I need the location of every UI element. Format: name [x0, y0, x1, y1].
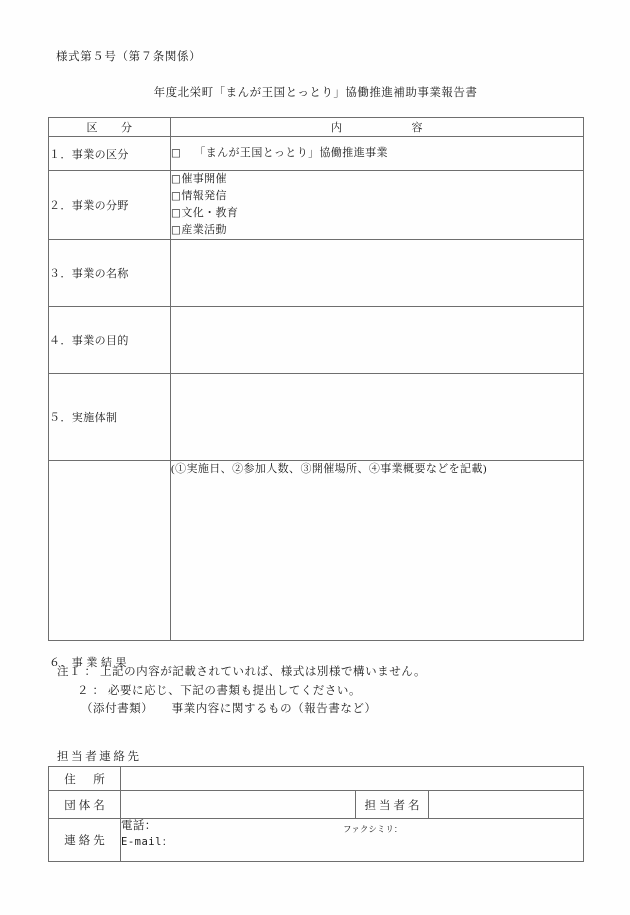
contact-label-person: 担当者名 — [356, 791, 429, 819]
contact-section-heading: 担当者連絡先 — [57, 751, 142, 763]
row-body-implementation-structure[interactable] — [171, 374, 584, 461]
table-row — [49, 171, 584, 240]
checkbox-option[interactable] — [171, 222, 583, 239]
row-label-business-name: ３．事業の名称 — [49, 240, 171, 307]
note-line-1: 注１ ： 上記の内容が記載されていれば、様式は別様で構いません。 — [57, 666, 427, 678]
contact-label-organization: 団体名 — [49, 791, 121, 819]
phone-label: 電話： — [121, 820, 157, 832]
checkbox-option[interactable] — [171, 188, 583, 205]
notes-block — [57, 663, 426, 719]
table-row — [49, 307, 584, 374]
contact-label-contact: 連絡先 — [49, 819, 121, 862]
document-title: 年度北栄町「まんが王国とっとり」協働推進補助事業報告書 — [153, 87, 478, 99]
report-main-table — [48, 117, 584, 669]
form-number: 様式第５号（第７条関係） — [56, 51, 202, 63]
contact-value-contact[interactable] — [121, 819, 584, 862]
row-label-business-purpose: ４．事業の目的 — [49, 307, 171, 374]
fax-label: ファクシミリ： — [343, 825, 403, 835]
email-label: E-mail： — [121, 836, 173, 848]
contact-value-address[interactable] — [121, 767, 584, 791]
checkbox-option[interactable] — [171, 171, 583, 188]
table-row — [49, 240, 584, 307]
note-line-3: （添付書類） 事業内容に関するもの（報告書など） — [81, 703, 377, 715]
business-result-hint: (①実施日、②参加人数、③開催場所、④事業概要などを記載) — [171, 463, 487, 475]
row-label-business-field: ２．事業の分野 — [49, 171, 171, 240]
row-label-business-category: １．事業の区分 — [49, 137, 171, 171]
row-body-business-purpose[interactable] — [171, 307, 584, 374]
checkbox-icon[interactable]: □ — [171, 207, 182, 219]
row-label-business-result — [49, 461, 171, 669]
table-row — [49, 374, 584, 461]
row-label-implementation-structure: ５．実施体制 — [49, 374, 171, 461]
table-row — [49, 767, 584, 791]
table-header-row — [49, 118, 584, 137]
checkbox-label: 産業活動 — [181, 224, 227, 236]
checkbox-icon[interactable]: □ — [171, 147, 182, 159]
contact-value-organization[interactable] — [121, 791, 356, 819]
checkbox-icon[interactable]: □ — [171, 190, 182, 202]
table-row — [49, 819, 584, 862]
checkbox-label: 催事開催 — [181, 173, 227, 185]
contact-table — [48, 766, 584, 862]
checkbox-option[interactable] — [171, 205, 583, 222]
column-header-content: 内 容 — [171, 118, 584, 137]
row-body-business-category — [171, 137, 584, 171]
table-row — [49, 791, 584, 819]
checkbox-label: 文化・教育 — [181, 207, 239, 219]
checkbox-label: 「まんが王国とっとり」協働推進事業 — [194, 147, 388, 159]
row-body-business-field — [171, 171, 584, 240]
row-body-business-name[interactable] — [171, 240, 584, 307]
contact-label-address: 住 所 — [49, 767, 121, 791]
note-line-2: ２ ： 必要に応じ、下記の書類も提出してください。 — [77, 684, 361, 697]
row-body-business-result[interactable] — [171, 461, 584, 641]
checkbox-option[interactable] — [171, 145, 583, 162]
table-row — [49, 137, 584, 171]
row-label-business-result-text: ６．事 業 結 果 — [49, 657, 127, 669]
checkbox-icon[interactable]: □ — [171, 173, 182, 185]
checkbox-icon[interactable]: □ — [171, 224, 182, 236]
table-row — [49, 461, 584, 641]
column-header-category: 区 分 — [49, 118, 171, 137]
contact-value-person[interactable] — [429, 791, 584, 819]
checkbox-label: 情報発信 — [181, 190, 227, 202]
